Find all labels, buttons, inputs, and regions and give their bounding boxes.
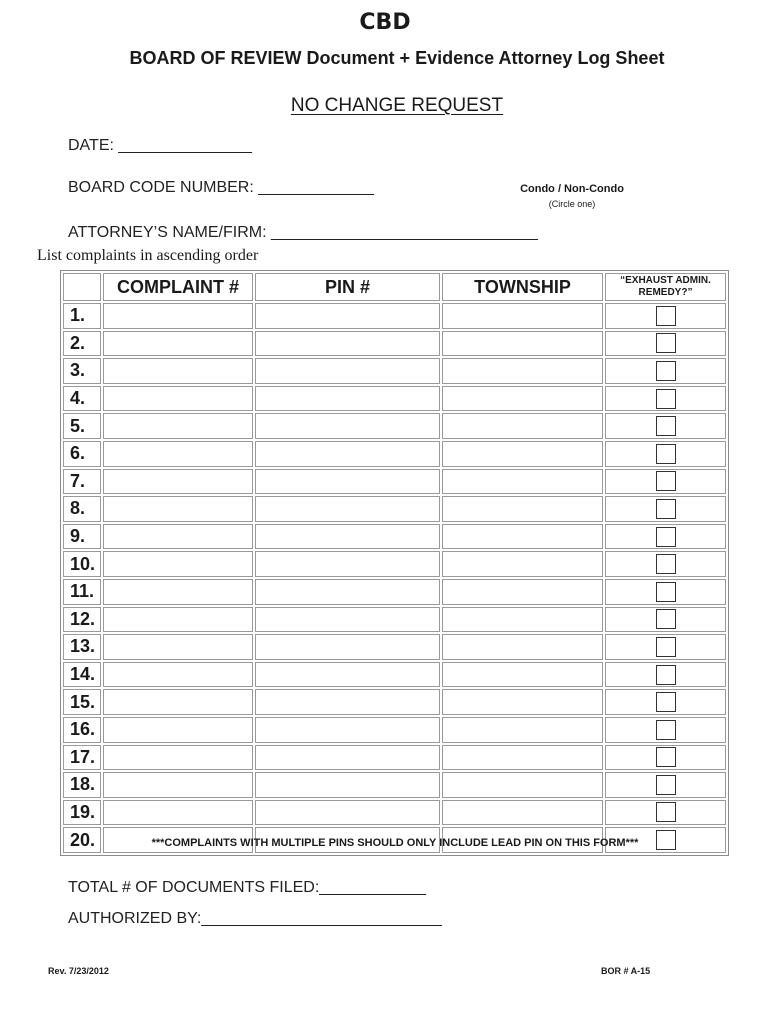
exhaust-remedy-checkbox[interactable] [656,802,676,822]
row-number: 16. [63,717,101,743]
row-number: 10. [63,551,101,577]
complaint-cell[interactable] [103,607,253,633]
table-row [63,386,726,412]
exhaust-remedy-cell [605,551,726,577]
row-number-header [63,273,101,301]
complaint-cell[interactable] [103,800,253,826]
table-row [63,607,726,633]
exhaust-remedy-checkbox[interactable] [656,527,676,547]
exhaust-remedy-checkbox[interactable] [656,637,676,657]
footnote: ***COMPLAINTS WITH MULTIPLE PINS SHOULD ONLY INCLUDE LEAD PIN ON THIS FORM*** [151,837,639,849]
pin-cell[interactable] [255,551,440,577]
pin-cell[interactable] [255,634,440,660]
table-row [63,358,726,384]
exhaust-remedy-checkbox[interactable] [656,747,676,767]
pin-cell[interactable] [255,413,440,439]
revision-date: Rev. 7/23/2012 [48,966,109,976]
exhaust-remedy-checkbox[interactable] [656,499,676,519]
pin-cell[interactable] [255,745,440,771]
complaint-cell[interactable] [103,331,253,357]
township-cell[interactable] [442,524,603,550]
board-code-field[interactable]: BOARD CODE NUMBER: _____________ [68,179,374,196]
complaint-cell[interactable] [103,717,253,743]
table-row [63,689,726,715]
row-number: 14. [63,662,101,688]
complaint-cell[interactable] [103,303,253,329]
township-cell[interactable] [442,413,603,439]
list-instruction: List complaints in ascending order [37,247,259,264]
table-row [63,303,726,329]
row-number: 6. [63,441,101,467]
form-title: BOARD OF REVIEW Document + Evidence Attorney Log Sheet [129,48,665,68]
complaint-cell[interactable] [103,441,253,467]
authorized-by-field[interactable]: AUTHORIZED BY:___________________________ [68,910,442,927]
pin-cell[interactable] [255,303,440,329]
exhaust-remedy-checkbox[interactable] [656,665,676,685]
exhaust-remedy-checkbox[interactable] [656,720,676,740]
township-cell[interactable] [442,386,603,412]
column-header-complaint: COMPLAINT # [103,273,253,301]
condo-option-note: (Circle one) [548,199,596,209]
table-row [63,717,726,743]
complaint-cell[interactable] [103,524,253,550]
exhaust-remedy-cell [605,745,726,771]
row-number: 5. [63,413,101,439]
complaint-cell[interactable] [103,579,253,605]
exhaust-remedy-cell [605,662,726,688]
table-row [63,524,726,550]
table-row [63,441,726,467]
attorney-name-field[interactable]: ATTORNEY’S NAME/FIRM: ______________________________ [68,224,538,241]
exhaust-remedy-cell [605,496,726,522]
pin-cell[interactable] [255,469,440,495]
township-cell[interactable] [442,579,603,605]
exhaust-remedy-cell [605,772,726,798]
township-cell[interactable] [442,496,603,522]
exhaust-remedy-cell [605,413,726,439]
exhaust-remedy-checkbox[interactable] [656,554,676,574]
org-title: CBD [359,10,411,35]
table-row [63,634,726,660]
table-row [63,579,726,605]
exhaust-remedy-cell [605,441,726,467]
township-cell[interactable] [442,800,603,826]
form-id: BOR # A-15 [601,966,651,976]
row-number: 12. [63,607,101,633]
condo-option-label[interactable]: Condo / Non-Condo [520,183,624,195]
row-number: 8. [63,496,101,522]
pin-cell[interactable] [255,717,440,743]
table-row [63,413,726,439]
pin-cell[interactable] [255,331,440,357]
row-number: 19. [63,800,101,826]
complaint-cell[interactable] [103,386,253,412]
exhaust-remedy-checkbox[interactable] [656,582,676,602]
exhaust-remedy-checkbox[interactable] [656,775,676,795]
form-subtitle: NO CHANGE REQUEST [290,95,504,116]
row-number: 7. [63,469,101,495]
table-row [63,800,726,826]
exhaust-remedy-checkbox[interactable] [656,692,676,712]
row-number: 15. [63,689,101,715]
row-number: 1. [63,303,101,329]
pin-cell[interactable] [255,579,440,605]
township-cell[interactable] [442,331,603,357]
complaint-cell[interactable] [103,662,253,688]
township-cell[interactable] [442,662,603,688]
complaint-cell[interactable] [103,469,253,495]
column-header-township: TOWNSHIP [442,273,603,301]
pin-cell[interactable] [255,662,440,688]
township-cell[interactable] [442,469,603,495]
row-number: 18. [63,772,101,798]
township-cell[interactable] [442,634,603,660]
date-field[interactable]: DATE: _______________ [68,137,252,154]
township-cell[interactable] [442,745,603,771]
exhaust-remedy-cell [605,303,726,329]
table-row [63,331,726,357]
row-number: 11. [63,579,101,605]
complaint-cell[interactable] [103,772,253,798]
exhaust-remedy-cell [605,579,726,605]
column-header-pin: PIN # [255,273,440,301]
township-cell[interactable] [442,441,603,467]
exhaust-remedy-checkbox[interactable] [656,471,676,491]
pin-cell[interactable] [255,524,440,550]
pin-cell[interactable] [255,607,440,633]
pin-cell[interactable] [255,689,440,715]
exhaust-remedy-checkbox[interactable] [656,389,676,409]
exhaust-remedy-cell [605,689,726,715]
row-number: 3. [63,358,101,384]
complaint-log-table [60,270,729,856]
table-row [63,745,726,771]
row-number: 4. [63,386,101,412]
pin-cell[interactable] [255,386,440,412]
township-cell[interactable] [442,772,603,798]
pin-cell[interactable] [255,496,440,522]
exhaust-remedy-cell [605,331,726,357]
table-row [63,772,726,798]
complaint-cell[interactable] [103,551,253,577]
complaint-cell[interactable] [103,496,253,522]
exhaust-remedy-checkbox[interactable] [656,306,676,326]
table-header-row [63,273,726,301]
row-number: 13. [63,634,101,660]
table-row [63,496,726,522]
row-number: 2. [63,331,101,357]
pin-cell[interactable] [255,441,440,467]
row-number: 17. [63,745,101,771]
township-cell[interactable] [442,358,603,384]
exhaust-remedy-cell [605,634,726,660]
exhaust-remedy-checkbox[interactable] [656,416,676,436]
exhaust-remedy-cell [605,386,726,412]
exhaust-remedy-cell [605,607,726,633]
table-row [63,469,726,495]
total-documents-field[interactable]: TOTAL # OF DOCUMENTS FILED:____________ [68,879,427,896]
table-row [63,662,726,688]
township-cell[interactable] [442,607,603,633]
complaint-cell[interactable] [103,634,253,660]
pin-cell[interactable] [255,800,440,826]
row-number: 9. [63,524,101,550]
exhaust-remedy-checkbox[interactable] [656,444,676,464]
exhaust-remedy-cell [605,469,726,495]
column-header-exhaust-remedy: “EXHAUST ADMIN. REMEDY?” [605,273,726,301]
township-cell[interactable] [442,689,603,715]
complaint-cell[interactable] [103,689,253,715]
complaint-cell[interactable] [103,358,253,384]
pin-cell[interactable] [255,358,440,384]
complaint-cell[interactable] [103,413,253,439]
exhaust-remedy-checkbox[interactable] [656,333,676,353]
exhaust-remedy-checkbox[interactable] [656,609,676,629]
table-row [63,551,726,577]
exhaust-remedy-cell [605,717,726,743]
township-cell[interactable] [442,551,603,577]
row-number: 20. [63,827,101,853]
pin-cell[interactable] [255,772,440,798]
township-cell[interactable] [442,303,603,329]
exhaust-remedy-checkbox[interactable] [656,361,676,381]
exhaust-remedy-cell [605,800,726,826]
exhaust-remedy-cell [605,524,726,550]
township-cell[interactable] [442,717,603,743]
complaint-cell[interactable] [103,745,253,771]
exhaust-remedy-cell [605,358,726,384]
